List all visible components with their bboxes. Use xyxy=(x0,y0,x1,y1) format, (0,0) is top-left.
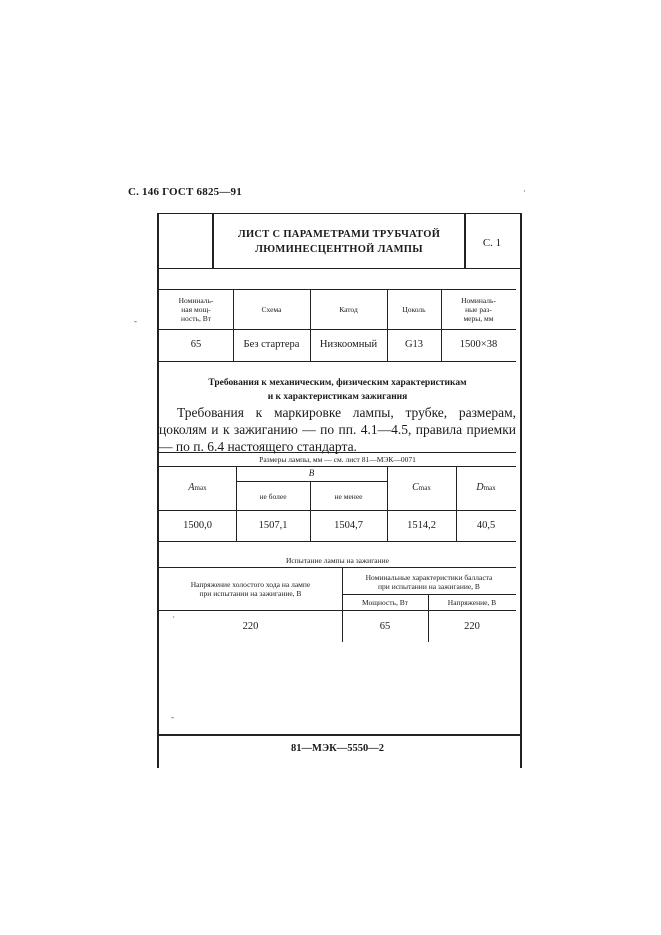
scan-mark: ´ xyxy=(172,615,175,625)
params-value-power: 65 xyxy=(190,339,202,350)
sheet-title-line2: ЛЮМИНЕСЦЕНТНОЙ ЛАМПЫ xyxy=(255,244,423,255)
sheet-title xyxy=(214,227,464,257)
dims-bottom-line xyxy=(159,541,516,542)
params-divider xyxy=(233,289,234,361)
title-bottom-line xyxy=(157,268,520,269)
dims-divider xyxy=(310,481,311,541)
dims-header-line xyxy=(159,510,516,511)
ignition-ballast-subline xyxy=(342,594,516,595)
ignition-caption: Испытание лампы на зажигание xyxy=(286,556,389,565)
dims-caption: Размеры лампы, мм — см. лист 81—МЭК—0071 xyxy=(259,455,416,464)
dims-header-b: B xyxy=(308,468,315,478)
dims-value-d: 40,5 xyxy=(476,520,496,531)
ignition-header-power: Мощность, Вт xyxy=(361,598,408,607)
params-header-dimensions: Номиналь- ные раз- меры, мм xyxy=(461,296,496,323)
params-header-cathode: Катод xyxy=(339,305,358,314)
params-value-cap: G13 xyxy=(404,339,424,350)
params-value-scheme: Без стартера xyxy=(243,339,300,350)
scan-mark: - xyxy=(134,316,137,326)
dims-header-c: Cmax xyxy=(412,482,431,493)
footer-line xyxy=(157,734,520,736)
ignition-header-line xyxy=(159,610,516,611)
params-header-power: Номиналь- ная мощ- ность, Вт xyxy=(178,296,214,323)
dims-value-b-min: 1504,7 xyxy=(334,520,363,531)
sheet-footer: 81—МЭК—5550—2 xyxy=(291,743,384,754)
dims-header-d: Dmax xyxy=(476,482,496,493)
params-header-cap: Цоколь xyxy=(402,305,426,314)
ignition-header-voltage: Напряжение холостого хода на лампе при испытании на зажигание, В xyxy=(190,580,311,598)
ignition-value-ballast-voltage: 220 xyxy=(464,621,480,632)
dims-b-subline xyxy=(236,481,387,482)
params-value-cathode: Низкоомный xyxy=(319,339,378,350)
ignition-value-power: 65 xyxy=(379,621,391,632)
scan-mark: - xyxy=(171,712,174,722)
dims-value-a: 1500,0 xyxy=(183,520,212,531)
params-value-dimensions: 1500×38 xyxy=(459,339,498,350)
dims-top-line xyxy=(159,452,516,453)
params-divider xyxy=(310,289,311,361)
section-heading-line2: и к характеристикам зажигания xyxy=(267,392,408,402)
page-header: С. 146 ГОСТ 6825—91 xyxy=(128,186,242,198)
params-bottom-line xyxy=(159,361,516,362)
requirements-text: Требования к маркировке лампы, трубке, размерам, цоколям и к зажиганию — по пп. 4.1—4.5, правила приемки — по п. 6.4 настоящего стандарта. xyxy=(159,405,516,454)
dims-header-b-max: не более xyxy=(259,492,287,501)
dims-header-b-min: не менее xyxy=(334,492,363,501)
scan-mark: · xyxy=(523,186,526,196)
params-divider xyxy=(387,289,388,361)
sheet-title-line1: ЛИСТ С ПАРАМЕТРАМИ ТРУБЧАТОЙ xyxy=(237,229,441,240)
params-top-line xyxy=(159,289,516,290)
dims-value-b-max: 1507,1 xyxy=(258,520,288,531)
params-header-scheme: Схема xyxy=(261,305,282,314)
ignition-header-ballast: Номинальные характеристики балласта при испытании на зажигание, В xyxy=(365,573,493,591)
dims-header-a: Amax xyxy=(188,482,207,493)
params-header-line xyxy=(159,329,516,330)
ignition-value-voltage: 220 xyxy=(242,621,259,632)
dims-caption-line xyxy=(159,466,516,467)
section-heading-line1: Требования к механическим, физическим характеристикам xyxy=(208,378,467,388)
ignition-caption-line xyxy=(159,567,516,568)
requirements-paragraph xyxy=(159,404,516,455)
sheet-number: С. 1 xyxy=(482,237,502,249)
dims-value-c: 1514,2 xyxy=(407,520,436,531)
section-heading xyxy=(157,376,518,404)
ignition-header-ballast-voltage: Напряжение, В xyxy=(447,598,497,607)
